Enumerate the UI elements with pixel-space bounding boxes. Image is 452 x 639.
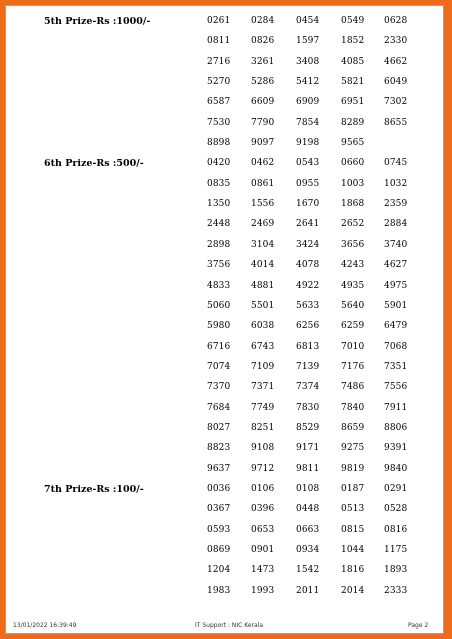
winning-number: 0462 bbox=[251, 158, 275, 169]
winning-number: 2652 bbox=[341, 219, 365, 230]
winning-number: 5412 bbox=[296, 77, 320, 88]
number-row bbox=[5, 586, 444, 606]
winning-number: 0628 bbox=[384, 16, 408, 26]
winning-number: 1204 bbox=[207, 565, 231, 576]
winning-number: 7139 bbox=[296, 361, 320, 372]
winning-number: 1175 bbox=[384, 545, 408, 556]
winning-number: 0454 bbox=[296, 16, 320, 26]
winning-number: 8655 bbox=[384, 117, 408, 128]
winning-number: 2716 bbox=[207, 56, 231, 67]
winning-number: 7109 bbox=[251, 361, 275, 372]
winning-number: 7684 bbox=[207, 402, 231, 413]
winning-number: 7374 bbox=[296, 382, 320, 393]
number-row bbox=[5, 219, 444, 239]
number-row bbox=[5, 342, 444, 362]
number-row bbox=[5, 158, 444, 178]
winning-number: 8529 bbox=[296, 422, 320, 433]
winning-number: 0513 bbox=[341, 504, 365, 515]
winning-number: 2448 bbox=[207, 219, 231, 230]
winning-number: 7830 bbox=[296, 402, 320, 413]
winning-number: 9275 bbox=[341, 443, 365, 454]
winning-number: 9712 bbox=[251, 463, 275, 474]
winning-number: 5633 bbox=[296, 300, 320, 311]
winning-number: 7854 bbox=[296, 117, 320, 128]
winning-number: 0549 bbox=[341, 16, 365, 26]
winning-number: 3756 bbox=[207, 260, 231, 271]
number-row bbox=[5, 16, 444, 36]
number-row bbox=[5, 240, 444, 260]
winning-number: 9840 bbox=[384, 463, 408, 474]
winning-number: 0593 bbox=[207, 524, 231, 535]
winning-number: 0261 bbox=[207, 16, 231, 26]
winning-number: 4085 bbox=[341, 56, 365, 67]
number-row bbox=[5, 321, 444, 341]
winning-number: 0660 bbox=[341, 158, 365, 169]
winning-number: 1597 bbox=[296, 36, 320, 47]
winning-number: 0934 bbox=[296, 545, 320, 556]
winning-number: 0420 bbox=[207, 158, 231, 169]
winning-number: 7176 bbox=[341, 361, 365, 372]
winning-number: 4833 bbox=[207, 280, 231, 291]
winning-number: 3104 bbox=[251, 239, 275, 250]
winning-number: 9171 bbox=[296, 443, 320, 454]
winning-number: 0663 bbox=[296, 524, 320, 535]
winning-number: 9097 bbox=[251, 138, 275, 149]
winning-number: 4627 bbox=[384, 260, 408, 271]
number-row bbox=[5, 443, 444, 463]
prize-section bbox=[5, 484, 444, 606]
winning-number: 3408 bbox=[296, 56, 320, 67]
winning-number: 6716 bbox=[207, 341, 231, 352]
winning-number: 1542 bbox=[296, 565, 320, 576]
number-row bbox=[5, 260, 444, 280]
number-row bbox=[5, 138, 444, 158]
winning-number: 4014 bbox=[251, 260, 275, 271]
number-row bbox=[5, 382, 444, 402]
winning-number: 5060 bbox=[207, 300, 231, 311]
winning-number: 3424 bbox=[296, 239, 320, 250]
winning-number: 0816 bbox=[384, 524, 408, 535]
winning-number: 5980 bbox=[207, 321, 231, 332]
winning-number: 1670 bbox=[296, 199, 320, 210]
winning-number: 0396 bbox=[251, 504, 275, 515]
winning-number: 0291 bbox=[384, 484, 408, 495]
prize-title: 6th Prize-Rs :500/- bbox=[44, 158, 144, 170]
winning-number: 3740 bbox=[384, 239, 408, 250]
winning-number: 5286 bbox=[251, 77, 275, 88]
winning-number: 7749 bbox=[251, 402, 275, 413]
winning-number: 8806 bbox=[384, 422, 408, 433]
winning-number: 4935 bbox=[341, 280, 365, 291]
winning-number: 7911 bbox=[384, 402, 408, 413]
winning-number: 7840 bbox=[341, 402, 365, 413]
winning-number: 4243 bbox=[341, 260, 365, 271]
winning-number: 0528 bbox=[384, 504, 408, 515]
winning-number: 0955 bbox=[296, 178, 320, 189]
prize-section bbox=[5, 158, 444, 484]
number-row bbox=[5, 484, 444, 504]
number-row bbox=[5, 118, 444, 138]
winning-number: 2330 bbox=[384, 36, 408, 47]
winning-number: 7486 bbox=[341, 382, 365, 393]
number-row bbox=[5, 362, 444, 382]
winning-number: 1816 bbox=[341, 565, 365, 576]
winning-number: 6813 bbox=[296, 341, 320, 352]
winning-number: 2898 bbox=[207, 239, 231, 250]
winning-number: 0869 bbox=[207, 545, 231, 556]
winning-number: 9198 bbox=[296, 138, 320, 149]
winning-number: 8289 bbox=[341, 117, 365, 128]
winning-number: 4922 bbox=[296, 280, 320, 291]
winning-number: 2641 bbox=[296, 219, 320, 230]
footer-timestamp: 13/01/2022 16:39:49 bbox=[13, 622, 77, 629]
winning-number: 7351 bbox=[384, 361, 408, 372]
number-row bbox=[5, 36, 444, 56]
number-row bbox=[5, 77, 444, 97]
winning-number: 0367 bbox=[207, 504, 231, 515]
winning-number: 1350 bbox=[207, 199, 231, 210]
winning-number: 2359 bbox=[384, 199, 408, 210]
winning-number: 6951 bbox=[341, 97, 365, 108]
prize-title: 5th Prize-Rs :1000/- bbox=[44, 16, 151, 27]
number-row bbox=[5, 464, 444, 484]
winning-number: 4881 bbox=[251, 280, 275, 291]
winning-number: 0811 bbox=[207, 36, 231, 47]
number-row bbox=[5, 97, 444, 117]
winning-number: 7790 bbox=[251, 117, 275, 128]
winning-number: 3261 bbox=[251, 56, 275, 67]
winning-number: 0106 bbox=[251, 484, 275, 495]
number-row bbox=[5, 179, 444, 199]
winning-number: 0653 bbox=[251, 524, 275, 535]
winning-number: 6587 bbox=[207, 97, 231, 108]
document-page bbox=[5, 5, 444, 634]
winning-number: 6479 bbox=[384, 321, 408, 332]
winning-number: 1993 bbox=[251, 585, 275, 596]
winning-number: 7556 bbox=[384, 382, 408, 393]
winning-number: 6259 bbox=[341, 321, 365, 332]
winning-number: 2884 bbox=[384, 219, 408, 230]
winning-number: 0543 bbox=[296, 158, 320, 169]
number-row bbox=[5, 57, 444, 77]
winning-number: 0861 bbox=[251, 178, 275, 189]
winning-number: 4078 bbox=[296, 260, 320, 271]
winning-number: 8898 bbox=[207, 138, 231, 149]
winning-number: 1044 bbox=[341, 545, 365, 556]
winning-number: 2333 bbox=[384, 585, 408, 596]
winning-number: 7068 bbox=[384, 341, 408, 352]
winning-number: 0745 bbox=[384, 158, 408, 169]
winning-number: 8659 bbox=[341, 422, 365, 433]
winning-number: 1556 bbox=[251, 199, 275, 210]
winning-number: 2014 bbox=[341, 585, 365, 596]
winning-number: 1852 bbox=[341, 36, 365, 47]
prize-title: 7th Prize-Rs :100/- bbox=[44, 484, 144, 496]
winning-number: 9811 bbox=[296, 463, 320, 474]
number-row bbox=[5, 199, 444, 219]
winning-number: 1983 bbox=[207, 585, 231, 596]
winning-number: 7530 bbox=[207, 117, 231, 128]
winning-number: 6256 bbox=[296, 321, 320, 332]
number-row bbox=[5, 504, 444, 524]
winning-number: 0901 bbox=[251, 545, 275, 556]
winning-number: 0448 bbox=[296, 504, 320, 515]
winning-number: 8027 bbox=[207, 422, 231, 433]
number-row bbox=[5, 281, 444, 301]
winning-number: 0826 bbox=[251, 36, 275, 47]
winning-number: 8251 bbox=[251, 422, 275, 433]
number-row bbox=[5, 525, 444, 545]
winning-number: 4662 bbox=[384, 56, 408, 67]
number-row bbox=[5, 423, 444, 443]
winning-number: 0187 bbox=[341, 484, 365, 495]
winning-number: 2469 bbox=[251, 219, 275, 230]
winning-number: 9108 bbox=[251, 443, 275, 454]
winning-number: 0108 bbox=[296, 484, 320, 495]
winning-number: 7370 bbox=[207, 382, 231, 393]
winning-number: 6743 bbox=[251, 341, 275, 352]
winning-number: 2011 bbox=[296, 585, 320, 596]
winning-number: 5270 bbox=[207, 77, 231, 88]
number-row bbox=[5, 545, 444, 565]
winning-number: 9565 bbox=[341, 138, 365, 149]
winning-number: 0284 bbox=[251, 16, 275, 26]
footer-support: IT Support : NIC Kerala bbox=[195, 622, 264, 629]
number-row bbox=[5, 565, 444, 585]
winning-number: 1868 bbox=[341, 199, 365, 210]
winning-number: 6609 bbox=[251, 97, 275, 108]
winning-number: 4975 bbox=[384, 280, 408, 291]
winning-number: 1893 bbox=[384, 565, 408, 576]
winning-number: 7074 bbox=[207, 361, 231, 372]
winning-number: 0835 bbox=[207, 178, 231, 189]
winning-number: 5501 bbox=[251, 300, 275, 311]
prize-section bbox=[5, 16, 444, 158]
winning-number: 9391 bbox=[384, 443, 408, 454]
winning-number: 5901 bbox=[384, 300, 408, 311]
winning-number: 0036 bbox=[207, 484, 231, 495]
winning-number: 1473 bbox=[251, 565, 275, 576]
winning-number: 7010 bbox=[341, 341, 365, 352]
winning-number: 0815 bbox=[341, 524, 365, 535]
number-row bbox=[5, 403, 444, 423]
winning-number: 7371 bbox=[251, 382, 275, 393]
footer-page-number: Page 2 bbox=[408, 622, 429, 629]
winning-number: 6049 bbox=[384, 77, 408, 88]
winning-number: 5640 bbox=[341, 300, 365, 311]
winning-number: 5821 bbox=[341, 77, 365, 88]
number-row bbox=[5, 301, 444, 321]
winning-number: 8823 bbox=[207, 443, 231, 454]
winning-number: 1032 bbox=[384, 178, 408, 189]
winning-number: 6909 bbox=[296, 97, 320, 108]
winning-number: 9637 bbox=[207, 463, 231, 474]
winning-number: 6038 bbox=[251, 321, 275, 332]
winning-number: 7302 bbox=[384, 97, 408, 108]
winning-number: 3656 bbox=[341, 239, 365, 250]
winning-number: 1003 bbox=[341, 178, 365, 189]
winning-number: 9819 bbox=[341, 463, 365, 474]
